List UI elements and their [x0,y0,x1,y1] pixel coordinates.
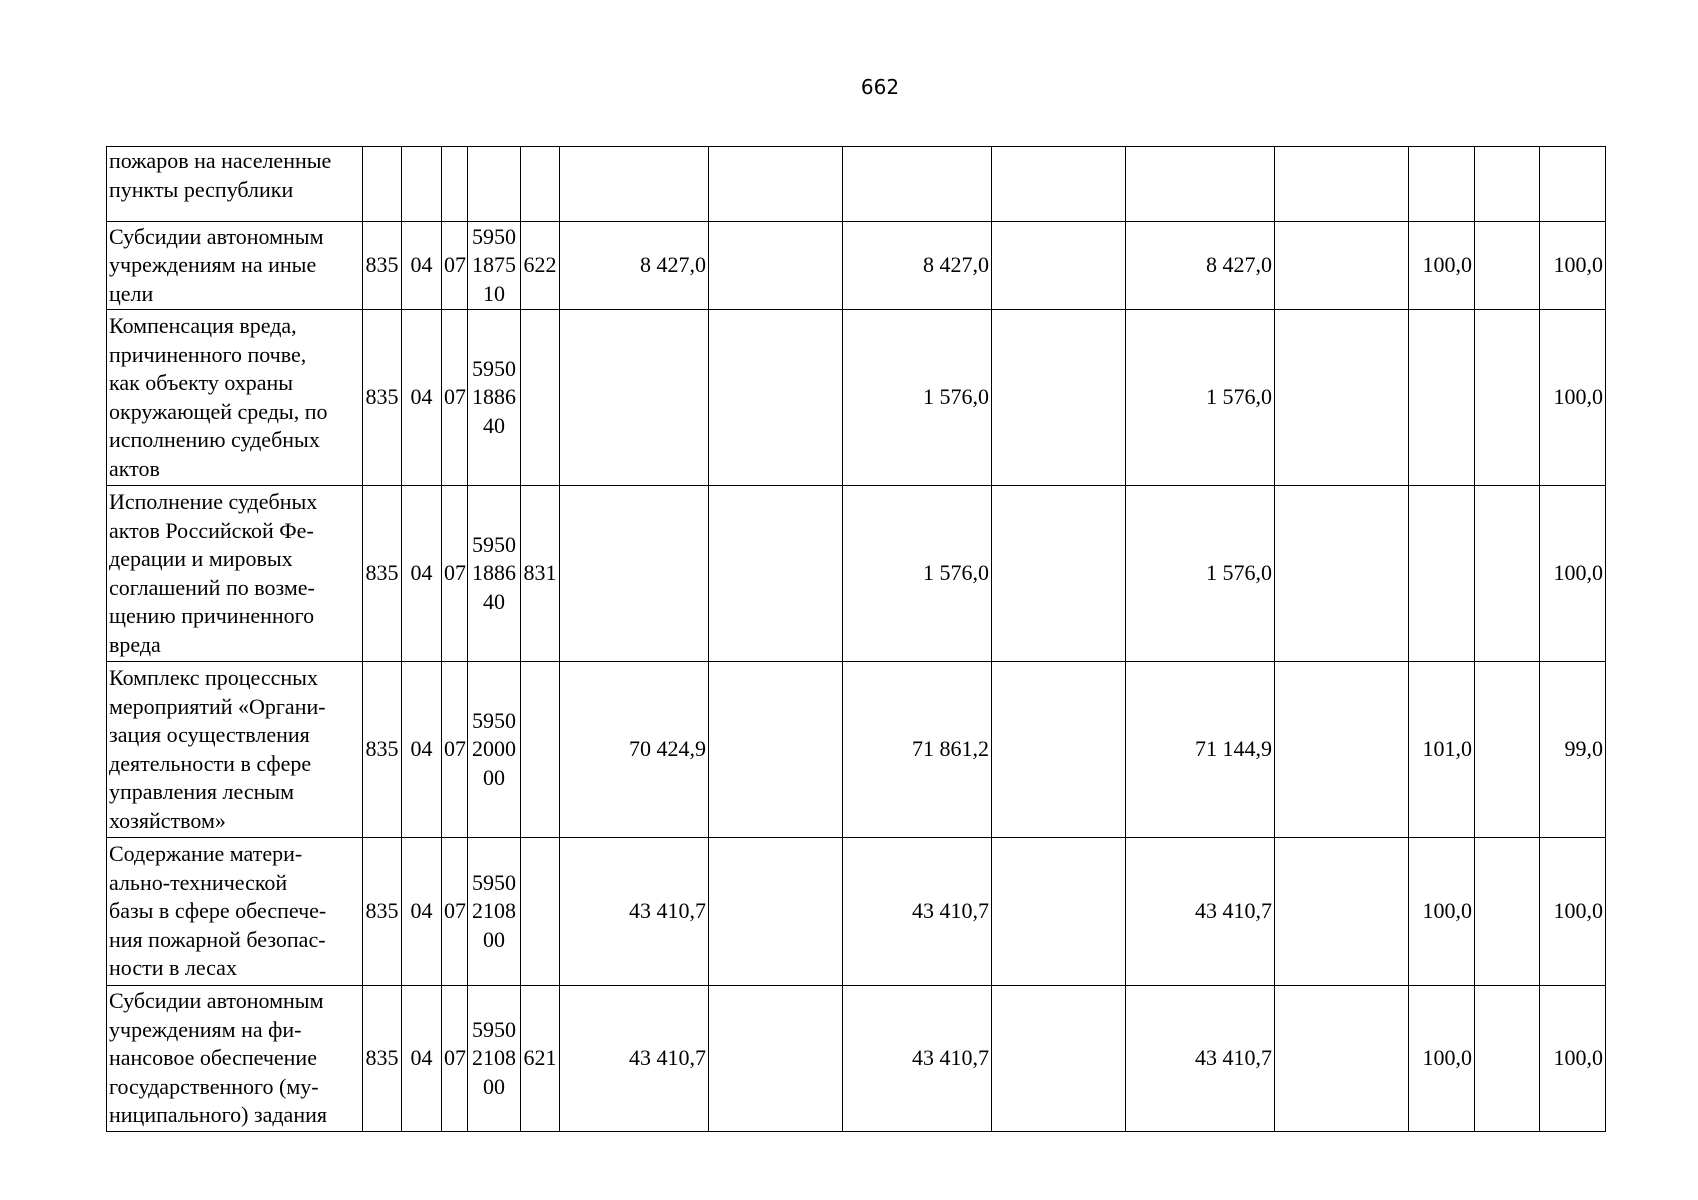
target-article-line: 1875 [472,252,516,278]
target-article-line: 40 [483,588,505,614]
value-cell-v1: 70 424,9 [560,662,709,838]
target-article-line: 1886 [472,384,516,410]
value-cell-v7 [1409,310,1475,486]
section-cell: 04 [402,662,442,838]
table-row [107,486,1667,662]
section-cell: 04 [402,310,442,486]
row-name-line: актов [109,455,160,481]
value-cell-v2 [709,222,843,310]
row-name-line: Компенсация вреда, [109,313,297,338]
value-cell-v5: 71 144,9 [1126,662,1275,838]
value-cell-v6 [1275,222,1409,310]
grbs-cell: 835 [363,310,402,486]
row-name-line: пункты республики [109,176,294,202]
row-name-line: Субсидии автономным [109,988,324,1014]
value-cell-v5: 8 427,0 [1126,222,1275,310]
row-name-line: как объекту охраны [109,370,294,395]
row-name-line: дерации и мировых [109,546,293,571]
target-article-line: 5950 [472,355,516,381]
row-name-line: хозяйством» [109,807,226,833]
value-cell-v2 [709,486,843,662]
value-cell-v5: 1 576,0 [1126,310,1275,486]
row-name-line: Исполнение судебных [109,489,318,514]
value-cell-v1: 43 410,7 [560,838,709,986]
value-cell-v8 [1475,838,1540,986]
target-article-line: 40 [483,412,505,438]
target-article-line: 5950 [472,531,516,557]
value-cell-v1 [560,486,709,662]
grbs-cell: 835 [363,486,402,662]
value-cell-v9: 100,0 [1540,310,1606,486]
row-name-line: деятельности в сфере [109,750,312,776]
target-article-line: 2108 [472,898,516,924]
value-cell-v4 [992,838,1126,986]
row-name-cell [107,486,363,662]
subsection-cell: 07 [442,838,468,986]
grbs-cell: 835 [363,662,402,838]
value-cell-v6 [1275,147,1409,222]
row-name-line: цели [109,280,154,306]
grbs-cell: 835 [363,986,402,1132]
value-cell-v9: 100,0 [1540,838,1606,986]
value-cell-v2 [709,310,843,486]
value-cell-v2 [709,838,843,986]
section-cell: 04 [402,986,442,1132]
row-name-line: Содержание матери- [109,841,303,867]
row-name-line: окружающей среды, по [109,398,328,424]
value-cell-v3: 43 410,7 [843,986,992,1132]
value-cell-v8 [1475,310,1540,486]
row-name-line: мероприятий «Органи- [109,693,326,719]
value-cell-v9: 100,0 [1540,986,1606,1132]
value-cell-v4 [992,986,1126,1132]
value-cell-v1 [560,310,709,486]
row-name-cell [107,662,363,838]
row-name-line: причиненного почве, [109,341,307,367]
table-row [107,147,1667,222]
value-cell-v8 [1475,147,1540,222]
value-cell-v7: 100,0 [1409,222,1475,310]
value-cell-v2 [709,986,843,1132]
expense-type-cell [521,310,560,486]
value-cell-v4 [992,662,1126,838]
grbs-cell [363,147,402,222]
row-name-line: щению причиненного [109,603,315,628]
value-cell-v2 [709,662,843,838]
value-cell-v3: 1 576,0 [843,310,992,486]
row-name-line: актов Российской Фе- [109,517,314,543]
target-article-cell [468,310,521,486]
grbs-cell: 835 [363,838,402,986]
table-row [107,662,1667,838]
expense-type-cell [521,147,560,222]
expense-type-cell: 621 [521,986,560,1132]
target-article-line: 1886 [472,560,516,586]
value-cell-v7: 100,0 [1409,986,1475,1132]
grbs-cell: 835 [363,222,402,310]
value-cell-v4 [992,310,1126,486]
section-cell [402,147,442,222]
target-article-line: 2108 [472,1045,516,1071]
value-cell-v8 [1475,486,1540,662]
row-name-line: Субсидии автономным [109,223,324,249]
value-cell-v9: 99,0 [1540,662,1606,838]
value-cell-v3 [843,147,992,222]
value-cell-v4 [992,486,1126,662]
section-cell: 04 [402,486,442,662]
value-cell-v7: 101,0 [1409,662,1475,838]
row-name-line: учреждениям на иные [109,252,317,278]
section-cell: 04 [402,838,442,986]
target-article-line: 00 [483,1073,505,1099]
value-cell-v3: 43 410,7 [843,838,992,986]
row-name-line: ния пожарной безопас- [109,926,326,952]
subsection-cell: 07 [442,486,468,662]
budget-table [106,146,1667,1132]
row-name-line: государственного (му- [109,1073,319,1099]
value-cell-v6 [1275,662,1409,838]
value-cell-v6 [1275,310,1409,486]
value-cell-v1: 43 410,7 [560,986,709,1132]
target-article-cell [468,662,521,838]
value-cell-v2 [709,147,843,222]
value-cell-v3: 71 861,2 [843,662,992,838]
row-name-cell [107,838,363,986]
row-name-line: ниципального) задания [109,1102,327,1128]
row-name-cell [107,147,363,222]
row-name-line: пожаров на населенные [109,148,332,173]
value-cell-v4 [992,222,1126,310]
value-cell-v8 [1475,986,1540,1132]
value-cell-v5 [1126,147,1275,222]
target-article-line: 00 [483,764,505,790]
expense-type-cell: 622 [521,222,560,310]
table-row [107,838,1667,986]
value-cell-v5: 43 410,7 [1126,986,1275,1132]
value-cell-v5: 1 576,0 [1126,486,1275,662]
row-name-line: базы в сфере обеспече- [109,898,327,924]
value-cell-v1: 8 427,0 [560,222,709,310]
value-cell-v9: 100,0 [1540,486,1606,662]
target-article-line: 5950 [472,223,516,249]
target-article-line: 5950 [472,869,516,895]
target-article-line: 5950 [472,707,516,733]
value-cell-v7 [1409,486,1475,662]
target-article-cell [468,222,521,310]
value-cell-v1 [560,147,709,222]
value-cell-v7: 100,0 [1409,838,1475,986]
row-name-line: ности в лесах [109,955,237,981]
row-name-line: зация осуществления [109,722,310,747]
subsection-cell: 07 [442,310,468,486]
row-name-line: управления лесным [109,779,295,804]
page-number: 662 [860,75,900,99]
table-row [107,310,1667,486]
subsection-cell: 07 [442,986,468,1132]
value-cell-v9 [1540,147,1606,222]
value-cell-v6 [1275,486,1409,662]
row-name-cell [107,986,363,1132]
target-article-cell [468,486,521,662]
value-cell-v7 [1409,147,1475,222]
target-article-cell [468,147,521,222]
row-name-line: ально-технической [109,869,288,895]
table-row [107,986,1667,1132]
table-row [107,222,1667,310]
target-article-line: 5950 [472,1016,516,1042]
row-name-line: соглашений по возме- [109,574,315,600]
value-cell-v3: 1 576,0 [843,486,992,662]
subsection-cell: 07 [442,222,468,310]
value-cell-v6 [1275,986,1409,1132]
subsection-cell [442,147,468,222]
expense-type-cell: 831 [521,486,560,662]
value-cell-v8 [1475,222,1540,310]
value-cell-v9: 100,0 [1540,222,1606,310]
table-body [107,147,1667,1132]
row-name-line: Комплекс процессных [109,665,318,690]
value-cell-v3: 8 427,0 [843,222,992,310]
row-name-line: исполнению судебных [109,427,320,452]
expense-type-cell [521,662,560,838]
target-article-line: 00 [483,926,505,952]
row-name-line: нансовое обеспечение [109,1045,317,1071]
value-cell-v5: 43 410,7 [1126,838,1275,986]
subsection-cell: 07 [442,662,468,838]
value-cell-v4 [992,147,1126,222]
target-article-line: 10 [483,280,505,306]
row-name-line: вреда [109,631,161,657]
target-article-cell [468,986,521,1132]
section-cell: 04 [402,222,442,310]
target-article-line: 2000 [472,736,516,762]
target-article-cell [468,838,521,986]
row-name-line: учреждениям на фи- [109,1016,302,1042]
value-cell-v8 [1475,662,1540,838]
expense-type-cell [521,838,560,986]
row-name-cell [107,222,363,310]
row-name-cell [107,310,363,486]
value-cell-v6 [1275,838,1409,986]
